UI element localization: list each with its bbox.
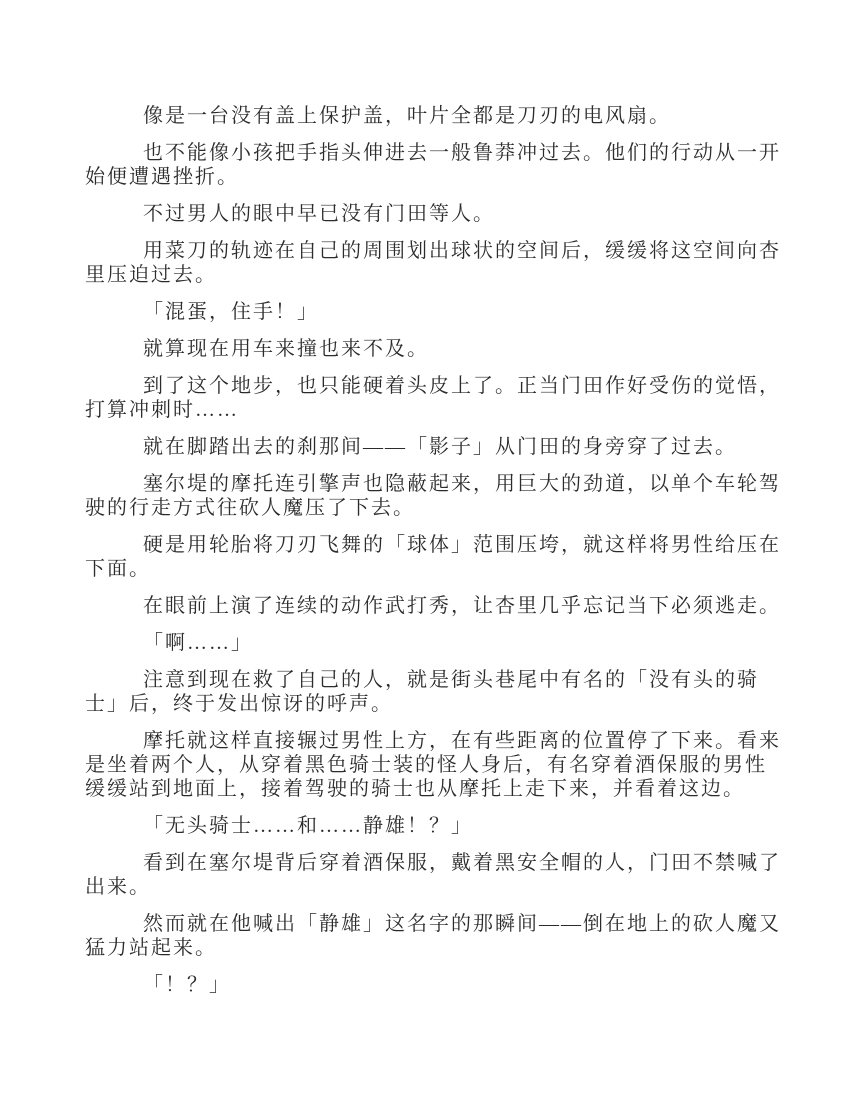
text-line: 塞尔堤的摩托连引擎声也隐蔽起来，用巨大的劲道，以单个车轮驾 <box>143 473 781 495</box>
text-line: 是坐着两个人，从穿着黑色骑士装的怪人身后，有名穿着酒保服的男性 <box>85 754 767 776</box>
paragraph <box>85 337 805 361</box>
text-line: 摩托就这样直接辗过男性上方，在有些距离的位置停了下来。看来 <box>143 730 781 752</box>
text-line: 「啊……」 <box>143 632 253 654</box>
paragraph <box>85 141 805 189</box>
paragraph <box>85 851 805 899</box>
text-line: 看到在塞尔堤背后穿着酒保服，戴着黑安全帽的人，门田不禁喊了 <box>143 852 781 874</box>
paragraph <box>85 594 805 618</box>
paragraph <box>85 533 805 581</box>
text-block <box>85 104 805 997</box>
text-line: 然而就在他喊出「静雄」这名字的那瞬间——倒在地上的砍人魔又 <box>143 913 781 935</box>
text-line: 里压迫过去。 <box>85 264 217 286</box>
paragraph <box>85 239 805 287</box>
text-line: 驶的行走方式往砍人魔压了下去。 <box>85 497 415 519</box>
paragraph <box>85 435 805 459</box>
paragraph <box>85 472 805 520</box>
paragraph <box>85 912 805 960</box>
text-line: 下面。 <box>85 558 151 580</box>
paragraph-dialogue <box>85 631 805 655</box>
paragraph <box>85 668 805 716</box>
text-line: 不过男人的眼中早已没有门田等人。 <box>143 203 495 225</box>
text-line: 在眼前上演了连续的动作武打秀，让杏里几乎忘记当下必须逃走。 <box>143 595 781 617</box>
text-line: 士」后，终于发出惊讶的呼声。 <box>85 693 393 715</box>
text-line: 注意到现在救了自己的人，就是街头巷尾中有名的「没有头的骑 <box>143 669 759 691</box>
text-line: 打算冲刺时…… <box>85 399 239 421</box>
text-line: 「混蛋，住手！」 <box>143 301 319 323</box>
text-line: 「！？」 <box>143 974 231 996</box>
text-line: 始便遭遇挫折。 <box>85 166 239 188</box>
paragraph-dialogue <box>85 814 805 838</box>
text-line: 也不能像小孩把手指头伸进去一般鲁莽冲过去。他们的行动从一开 <box>143 142 781 164</box>
text-line: 到了这个地步，也只能硬着头皮上了。正当门田作好受伤的觉悟， <box>143 375 781 397</box>
text-line: 出来。 <box>85 876 151 898</box>
paragraph <box>85 202 805 226</box>
text-line: 像是一台没有盖上保护盖，叶片全都是刀刃的电风扇。 <box>143 105 671 127</box>
paragraph <box>85 729 805 801</box>
text-line: 就算现在用车来撞也来不及。 <box>143 338 429 360</box>
text-line: 缓缓站到地面上，接着驾驶的骑士也从摩托上走下来，并看着这边。 <box>85 778 745 800</box>
text-line: 「无头骑士……和……静雄！？」 <box>143 815 473 837</box>
paragraph <box>85 104 805 128</box>
paragraph <box>85 374 805 422</box>
paragraph-dialogue <box>85 973 805 997</box>
text-line: 硬是用轮胎将刀刃飞舞的「球体」范围压垮，就这样将男性给压在 <box>143 534 781 556</box>
paragraph-dialogue <box>85 300 805 324</box>
text-line: 猛力站起来。 <box>85 937 217 959</box>
text-line: 用菜刀的轨迹在自己的周围划出球状的空间后，缓缓将这空间向杏 <box>143 240 781 262</box>
text-line: 就在脚踏出去的刹那间——「影子」从门田的身旁穿了过去。 <box>143 436 737 458</box>
